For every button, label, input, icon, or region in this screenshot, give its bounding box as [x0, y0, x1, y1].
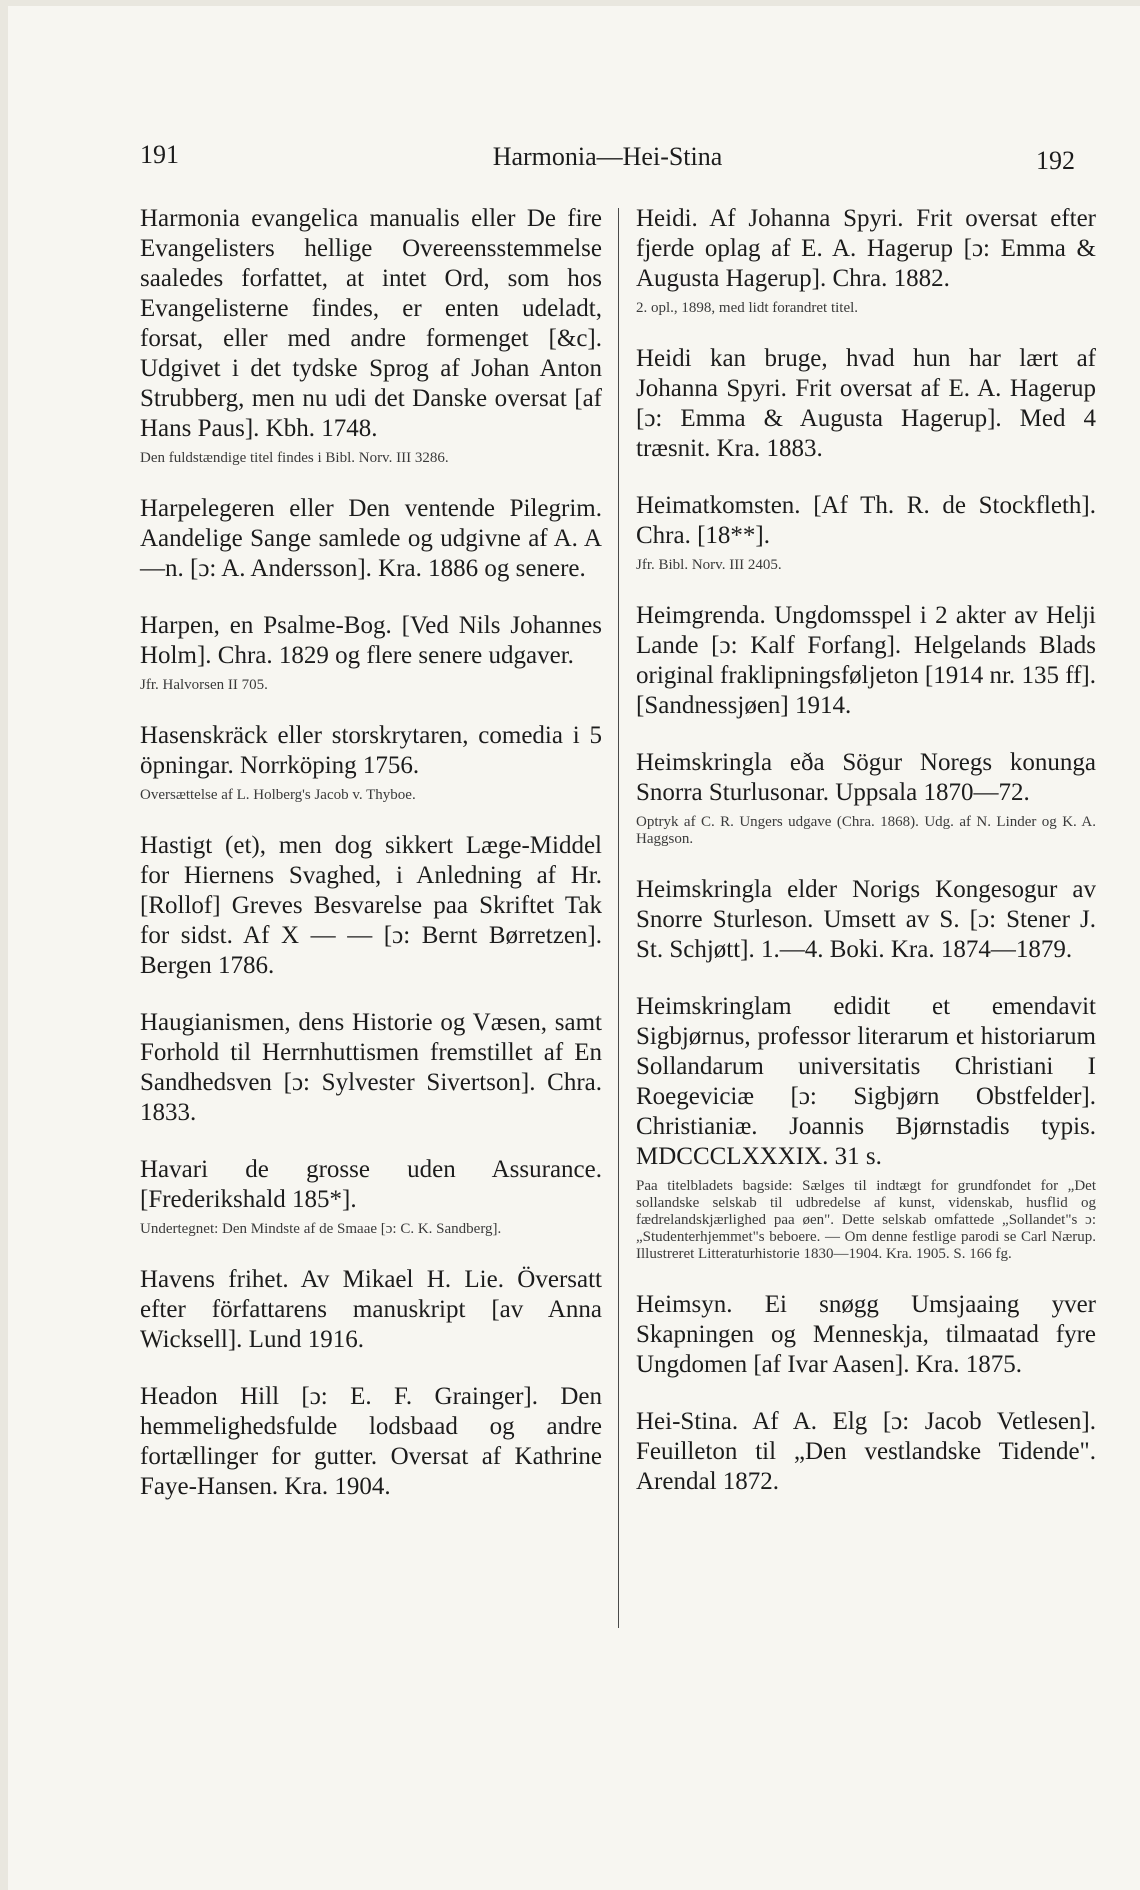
entry-text: Heidi kan bruge, hvad hun har lært af Johanna Spyri. Frit oversat af E. A. Hagerup [ɔ: Emma & Augusta Hagerup]. Med 4 træsnit. Kra. 1883. — [636, 345, 1096, 462]
entry-note: Undertegnet: Den Mindste af de Smaae [ɔ: C. K. Sandberg]. — [140, 1221, 502, 1237]
entry-note: Paa titelbladets bagside: Sælges til indtægt for grundfondet for „Det sollandske selskab til udbredelse af kunst, videnskab, husflid og fædrelandskjærlighed paa øen". Dette selskab omfattede „Sollandet"s ɔ: „Studenterhjemmet"s beboere. — Om denne festlige parodi se Carl Nærup. Illustreret Litteraturhistorie 1830—1904. Kra. 1905. S. 166 fg. — [636, 1178, 1096, 1262]
entry-heimsyn — [636, 1290, 1096, 1380]
entry-text: Harpelegeren eller Den ventende Pilegrim. Aandelige Sange samlede og udgivne af A. A—n. [ɔ: A. Andersson]. Kra. 1886 og senere. — [140, 495, 602, 582]
entry-heimskringlam — [636, 992, 1096, 1263]
page-edge-left — [0, 0, 8, 1890]
column-left — [140, 204, 602, 1529]
entry-note: Jfr. Bibl. Norv. III 2405. — [636, 557, 782, 573]
entry-note: Optryk af C. R. Ungers udgave (Chra. 1868). Udg. af N. Linder og K. A. Haggson. — [636, 814, 1096, 847]
page-number-left: 191 — [140, 140, 179, 169]
entry-note: Jfr. Halvorsen II 705. — [140, 677, 268, 693]
entry-hastigt — [140, 831, 602, 981]
entry-heimatkomsten — [636, 491, 1096, 574]
entry-headon-hill — [140, 1382, 602, 1502]
column-right — [636, 204, 1096, 1524]
entry-text: Heimsyn. Ei snøgg Umsjaaing yver Skapningen og Menneskja, tilmaatad fyre Ungdomen [af Ivar Aasen]. Kra. 1875. — [636, 1291, 1096, 1378]
entry-harpelegeren — [140, 494, 602, 584]
column-divider — [618, 208, 619, 1628]
entry-havari — [140, 1155, 602, 1238]
page-header — [140, 140, 1075, 180]
page-number-right: 192 — [1036, 146, 1075, 175]
entry-harmonia-evangelica — [140, 204, 602, 467]
entry-havens-frihet — [140, 1265, 602, 1355]
running-title: Harmonia—Hei-Stina — [492, 142, 723, 171]
entry-text: Heimskringlam edidit et emendavit Sigbjørnus, professor literarum et historiarum Sollandarum universitatis Christiani I Roegeviciæ [ɔ: Sigbjørn Obstfelder]. Christianiæ. Joannis Bjørnstadis typis. MDCCCLXXXIX. 31 s. — [636, 993, 1096, 1170]
entry-text: Hasenskräck eller storskrytaren, comedia i 5 öpningar. Norrköping 1756. — [140, 722, 602, 779]
entry-text: Harmonia evangelica manualis eller De fire Evangelisters hellige Overeensstemmelse saaledes forfattet, at intet Ord, som hos Evangelisterne findes, er enten udeladt, forsat, eller med andre formenget [&c]. Udgivet i det tydske Sprog af Johan Anton Strubberg, men nu udi det Danske oversat [af Hans Paus]. Kbh. 1748. — [140, 205, 602, 442]
entry-heimskringla-uppsala — [636, 748, 1096, 848]
entry-text: Harpen, en Psalme-Bog. [Ved Nils Johannes Holm]. Chra. 1829 og flere senere udgaver. — [140, 612, 602, 669]
entry-text: Havari de grosse uden Assurance. [Frederikshald 185*]. — [140, 1156, 602, 1213]
page-edge-top — [0, 0, 1140, 6]
entry-text: Heimatkomsten. [Af Th. R. de Stockfleth]. Chra. [18**]. — [636, 492, 1096, 549]
entry-haugianismen — [140, 1008, 602, 1128]
entry-text: Hei-Stina. Af A. Elg [ɔ: Jacob Vetlesen]. Feuilleton til „Den vestlandske Tidende". Arendal 1872. — [636, 1408, 1096, 1495]
entry-text: Havens frihet. Av Mikael H. Lie. Översatt efter författarens manuskript [av Anna Wicksell]. Lund 1916. — [140, 1266, 602, 1353]
entry-heidi — [636, 204, 1096, 317]
entry-text: Haugianismen, dens Historie og Væsen, samt Forhold til Herrnhuttismen fremstillet af En Sandhedsven [ɔ: Sylvester Sivertson]. Chra. 1833. — [140, 1009, 602, 1126]
entry-hasenskrack — [140, 721, 602, 804]
entry-heimgrenda — [636, 601, 1096, 721]
entry-text: Heimskringla elder Norigs Kongesogur av Snorre Sturleson. Umsett av S. [ɔ: Stener J. St. Schjøtt]. 1.—4. Boki. Kra. 1874—1879. — [636, 876, 1096, 963]
entry-note: Den fuldstændige titel findes i Bibl. Norv. III 3286. — [140, 450, 449, 466]
entry-hei-stina — [636, 1407, 1096, 1497]
entry-note: 2. opl., 1898, med lidt forandret titel. — [636, 300, 859, 316]
entry-text: Heimskringla eða Sögur Noregs konunga Snorra Sturlusonar. Uppsala 1870—72. — [636, 749, 1096, 806]
entry-text: Headon Hill [ɔ: E. F. Grainger]. Den hemmelighedsfulde lodsbaad og andre fortællinger for gutter. Oversat af Kathrine Faye-Hansen. Kra. 1904. — [140, 1383, 602, 1500]
entry-heimskringla-kongesogur — [636, 875, 1096, 965]
entry-text: Heimgrenda. Ungdomsspel i 2 akter av Helji Lande [ɔ: Kalf Forfang]. Helgelands Blads original fraklipningsføljeton [1914 nr. 135 ff]. [Sandnessjøen] 1914. — [636, 602, 1096, 719]
entry-text: Hastigt (et), men dog sikkert Læge-Middel for Hiernens Svaghed, i Anledning af Hr. [Rollof] Greves Besvarelse paa Skriftet Tak for sidst. Af X — — [ɔ: Bernt Børretzen]. Bergen 1786. — [140, 832, 602, 979]
entry-heidi-kan-bruge — [636, 344, 1096, 464]
entry-note: Oversættelse af L. Holberg's Jacob v. Thyboe. — [140, 787, 416, 803]
entry-text: Heidi. Af Johanna Spyri. Frit oversat efter fjerde oplag af E. A. Hagerup [ɔ: Emma & Augusta Hagerup]. Chra. 1882. — [636, 205, 1096, 292]
entry-harpen — [140, 611, 602, 694]
